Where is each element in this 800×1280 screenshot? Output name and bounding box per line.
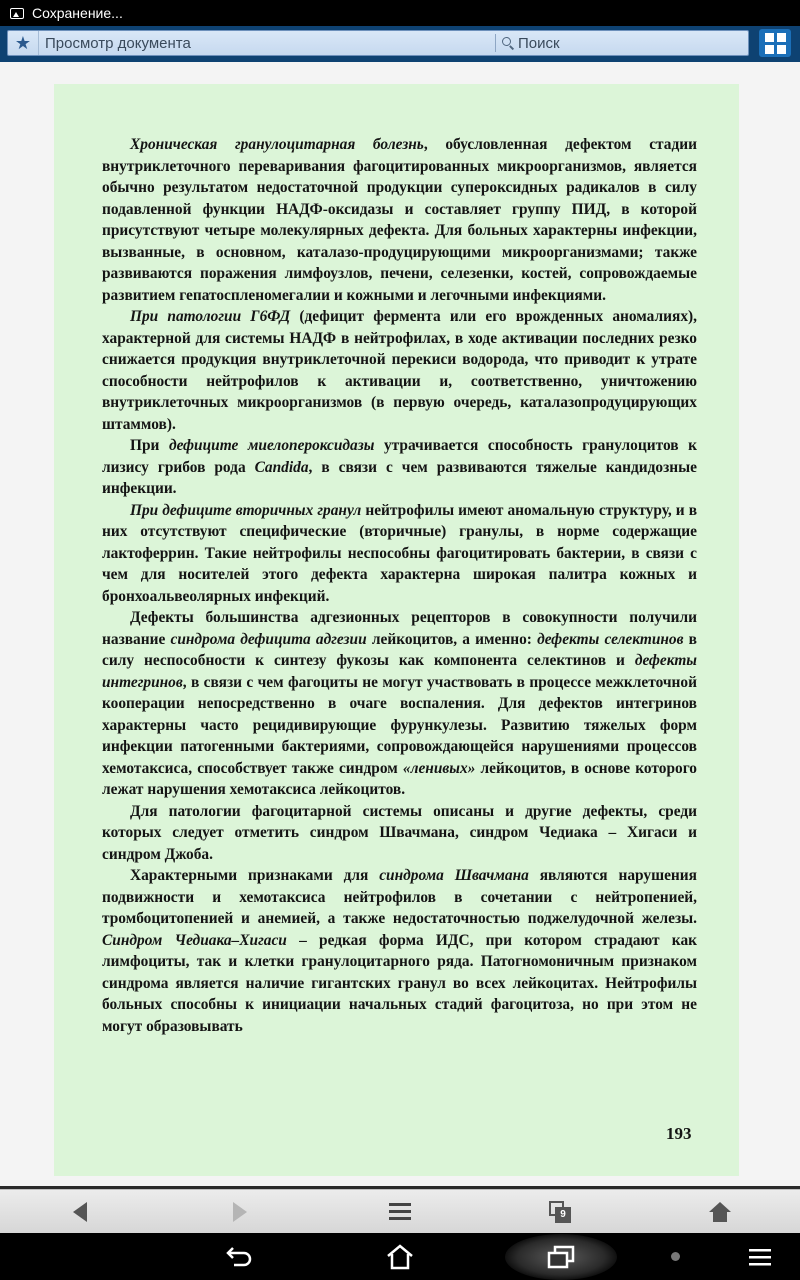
indicator-dot [665, 1233, 685, 1280]
document-title: Просмотр документа [45, 34, 191, 52]
system-home-button[interactable] [370, 1233, 430, 1280]
text-run: нейтрофилы имеют аномальную структуру, и в них отсутствуют специфические (вторичные) гранулы, в норме содержащие лактоферрин. Такие нейтрофилы неспособны фагоцитировать бактерии, в связи с чем для носителей этого дефекта характерна широкая палитра кожных и бронхоальвеолярных инфекций. [102, 501, 698, 605]
text-run: Дефекты большинства адгезионных рецепторов в совокупности получили название [102, 609, 697, 648]
page-text [102, 134, 697, 1037]
italic-term: При патологии Г6ФД [130, 308, 291, 325]
text-run: (дефицит фермента или его врожденных аномалиях), характерной для системы НАДФ в нейтрофилах, в ходе активации последних резко снижается продукция внутриклеточной перекиси водорода, что приводит к утрате способности нейтрофилов к активации и, соответственно, уничтожению внутриклеточных микроорганизмов (в первую очередь, каталазопродуцирующих штаммов). [102, 308, 697, 433]
italic-term: дефекты селектинов [537, 630, 684, 648]
italic-term: синдрома Швачмана [379, 867, 529, 884]
italic-term: «ленивых» [402, 759, 476, 777]
paragraph [102, 134, 697, 306]
text-run: в силу неспособности к синтезу фукозы как компонента селектинов и [102, 630, 697, 669]
status-bar [0, 0, 800, 26]
text-run: утрачивается способность гранулоцитов к лизису грибов рода [102, 437, 698, 476]
paragraph [102, 306, 697, 435]
text-run: , обусловленная дефектом стадии внутриклеточного переваривания фагоцитированных микроорганизмов, является обычно результатом недостаточной продукции супероксидных радикалов в силу подавленной функции НАДФ-оксидазы и составляет группу ПИД, в которой присутствуют четыре молекулярных дефекта. Для больных характерны инфекции, вызванные, в основном, каталазо-продуцирующими микроорганизмами; также развиваются поражения лимфоузлов, печени, селезенки, костей, сопровождаемые развитием гепатоспленомегалии и кожными и легочными инфекциями. [102, 136, 697, 304]
contents-button[interactable] [370, 1190, 430, 1234]
search-input[interactable]: Поиск [518, 34, 560, 52]
page-number: 193 [666, 1124, 692, 1143]
italic-term: синдрома дефицита адгезии [170, 630, 367, 648]
status-text: Сохранение... [32, 5, 123, 21]
menu-button[interactable] [740, 1233, 780, 1280]
back-icon [225, 1245, 255, 1269]
document-viewer[interactable] [0, 62, 800, 1186]
home-button[interactable] [690, 1190, 750, 1234]
bottom-toolbar [0, 1189, 800, 1234]
star-icon[interactable]: ★ [8, 31, 39, 55]
search-icon[interactable] [502, 37, 514, 49]
paragraph [102, 801, 697, 866]
back-button[interactable] [210, 1233, 270, 1280]
text-run: – редкая форма ИДС, при котором страдают как лимфоциты, так и клетки гранулоцитарного ряда. Патогномоничным признаком синдрома является наличие гигантских гранул во всех лейкоцитах. Нейтрофилы больных способны к инициации начальных стадий фагоцитоза, но при этом не могут образовывать [102, 931, 698, 1035]
image-icon [10, 8, 24, 19]
paragraph [102, 607, 697, 801]
text-run: Характерными признаками для [130, 867, 380, 884]
text-run: лейкоцитов, в основе которого лежат нарушения хемотаксиса лейкоцитов. [102, 759, 698, 798]
page-badge: 9 [555, 1207, 571, 1223]
text-run: являются нарушения подвижности и хемотаксиса нейтрофилов в сочетании с нейтропенией, тромбоцитопенией и анемией, а также недостаточностью поджелудочной железы. [102, 867, 697, 927]
home-outline-icon [386, 1244, 414, 1270]
paragraph [102, 500, 697, 608]
grid-icon [765, 33, 774, 42]
paragraph [102, 865, 697, 1037]
arrow-left-icon [73, 1202, 87, 1222]
recent-apps-icon [546, 1245, 576, 1269]
toolbar [0, 26, 800, 62]
recent-apps-button[interactable] [530, 1233, 592, 1280]
text-run: Для патологии фагоцитарной системы описаны и другие дефекты, среди которых следует отметить синдром Швачмана, синдром Чедиака – Хигаси и синдром Джоба. [102, 802, 697, 863]
divider [495, 34, 496, 52]
pages-button[interactable] [530, 1190, 590, 1234]
paragraph [102, 435, 697, 500]
dot-icon [671, 1252, 680, 1261]
italic-term: Candida [254, 458, 309, 476]
italic-term: дефиците миелопероксидазы [168, 437, 375, 454]
italic-term: При дефиците вторичных гранул [130, 501, 362, 519]
italic-term: Хроническая гранулоцитарная болезнь [130, 136, 424, 153]
address-bar[interactable] [7, 30, 749, 56]
grid-view-button[interactable] [759, 29, 791, 57]
previous-page-button[interactable] [50, 1190, 110, 1234]
italic-term: Синдром Чедиака–Хигаси [102, 931, 287, 949]
text-run: При [130, 437, 169, 454]
italic-term: дефекты интегринов [102, 652, 697, 691]
menu-icon [748, 1247, 772, 1267]
list-icon [389, 1203, 411, 1221]
text-run: , в связи с чем фагоциты не могут участвовать в процессе межклеточной кооперации непосредственно в очаге воспаления. Для дефектов интегринов характерны часто рецидивирующие фурункулезы. Развитию тяжелых форм инфекции патогенными бактериями, сопровождающейся нарушениями процессов хемотаксиса, способствует также синдром [102, 673, 697, 777]
pages-icon [549, 1201, 571, 1223]
text-run: , в связи с чем развиваются тяжелые кандидозные инфекции. [102, 458, 697, 497]
home-icon [709, 1202, 731, 1222]
next-page-button[interactable] [210, 1190, 270, 1234]
arrow-right-icon [233, 1202, 247, 1222]
document-page [54, 84, 739, 1176]
text-run: лейкоцитов, а именно: [366, 630, 538, 648]
